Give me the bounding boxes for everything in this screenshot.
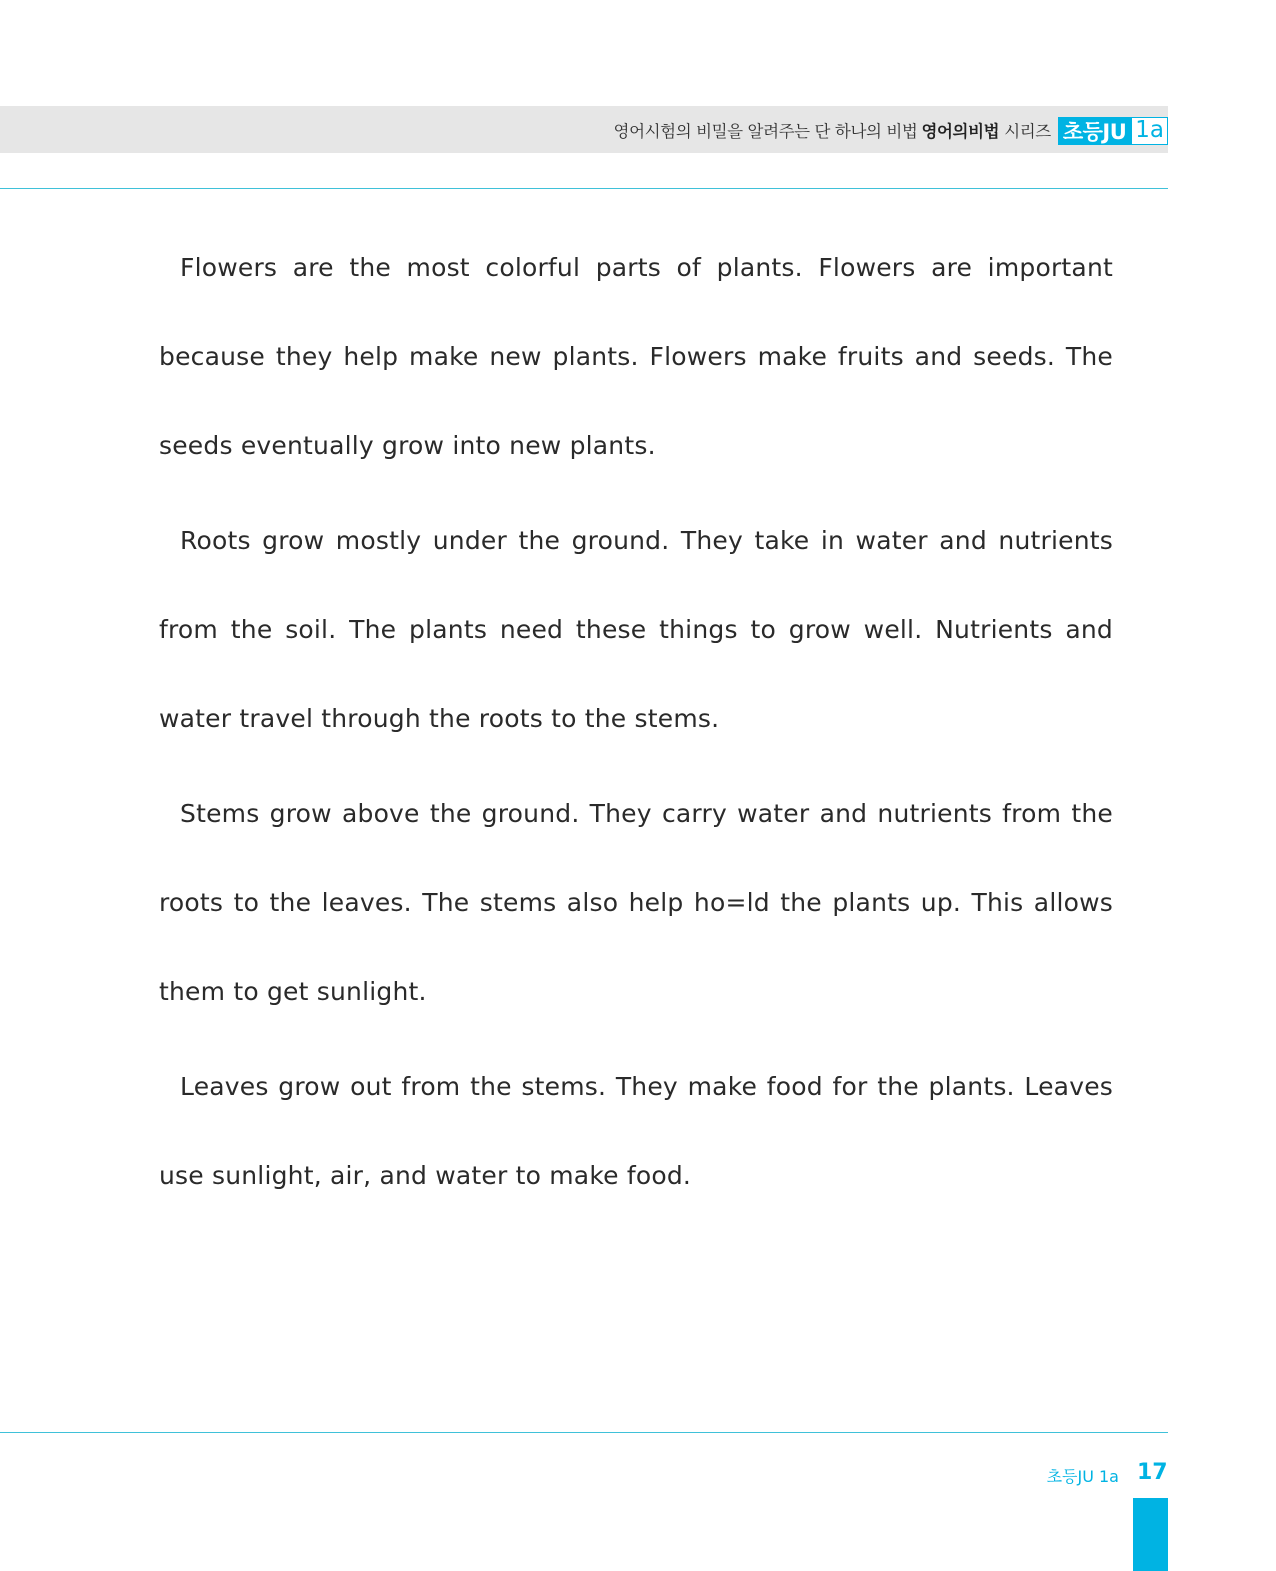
paragraph-stems: Stems grow above the ground. They carry water and nutrients from the roots to the leaves. The stems also help ho=ld the plants up. This allows them to get sunlight.	[159, 799, 1113, 1006]
series-badge	[1058, 117, 1168, 145]
top-divider	[0, 188, 1168, 189]
paragraph-flowers: Flowers are the most colorful parts of plants. Flowers are important because they help make new plants. Flowers make fruits and seeds. The seeds eventually grow into new plants.	[159, 253, 1113, 460]
header-title-row	[614, 106, 1168, 153]
paragraph-leaves: Leaves grow out from the stems. They make food for the plants. Leaves use sunlight, air, and water to make food.	[159, 1072, 1113, 1190]
footer-series-label: 초등JU 1a	[1046, 1467, 1119, 1486]
header-brand: 영어의비법	[921, 121, 1000, 141]
header-tagline: 영어시험의 비밀을 알려주는 단 하나의 비법	[613, 121, 918, 141]
reading-passage	[159, 223, 1113, 1220]
bottom-divider	[0, 1432, 1168, 1433]
footer-color-tab	[1133, 1498, 1168, 1571]
badge-main: 초등JU	[1058, 117, 1131, 145]
paragraph-roots: Roots grow mostly under the ground. They take in water and nutrients from the soil. The plants need these things to grow well. Nutrients and water travel through the roots to the stems.	[159, 526, 1113, 733]
header-band	[0, 106, 1168, 153]
badge-level: 1a	[1131, 117, 1168, 145]
header-series: 시리즈	[1004, 121, 1051, 141]
page-number: 17	[1137, 1460, 1168, 1485]
